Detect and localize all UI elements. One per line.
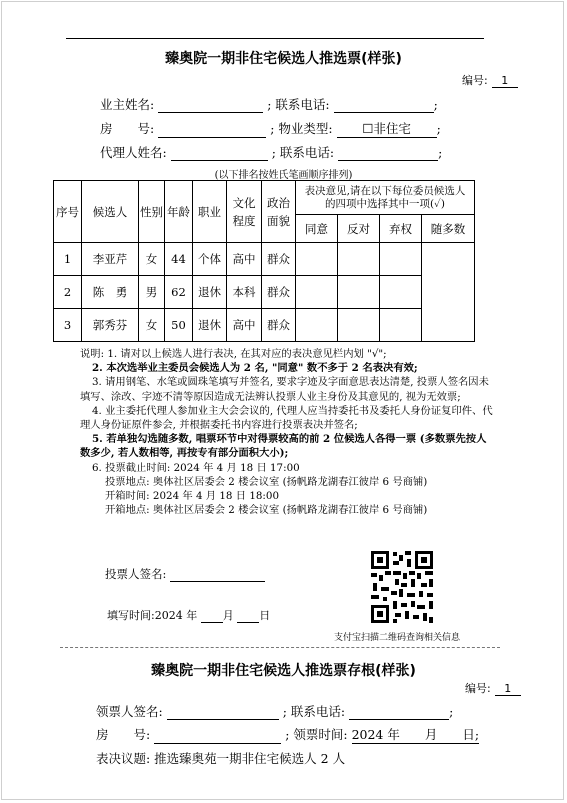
room-field[interactable] [158,124,266,138]
room-row [100,119,441,138]
row-political: 群众 [262,276,296,309]
header-seq: 序号 [54,181,82,243]
stub-room-label: 房 号: [96,727,151,742]
vote-abstain-cell[interactable] [380,276,422,309]
note-5: 5. 若单独勾选随多数, 唱票环节中对得票较高的前 2 位候选人各得一票 (多数票先按人数多少, 若人数相等, 再按专有部分面积大小); [80,433,487,460]
header-gender: 性别 [139,181,165,243]
vote-oppose-cell[interactable] [338,309,380,342]
ballot-number-label: 编号: [462,74,488,87]
note-1: 说明: 1. 请对以上候选人进行表决, 在其对应的表决意见栏内划 "√"; [80,348,387,360]
stub-number [465,680,521,696]
vote-topic: 表决议题: 推选臻奥苑一期非住宅候选人 2 人 [96,751,346,766]
row-age: 44 [165,243,193,276]
row-education: 本科 [227,276,262,309]
receive-time-value[interactable]: 2024 年 月 日; [351,727,480,742]
proxy-phone-field[interactable] [338,147,438,161]
row-job: 个体 [193,243,227,276]
row-age: 62 [165,276,193,309]
row-education: 高中 [227,309,262,342]
table-row [54,276,475,309]
stub-room-row [96,725,479,744]
stub-room-field[interactable] [154,730,281,744]
fill-time-label: 填写时间:2024 年 [107,609,198,622]
stub-title: 臻奥院一期非住宅候选人推选票存根(样张) [151,663,416,679]
vote-agree-cell[interactable] [296,243,338,276]
contact-phone-label: ; 联系电话: [267,97,330,112]
voter-sign-row [105,566,265,582]
vote-agree-cell[interactable] [296,276,338,309]
property-type-label: ; 物业类型: [270,121,333,136]
header-age: 年龄 [165,181,193,243]
header-vote-group: 表决意见,请在以下每位委员候选人的四项中选择其中一项(✓) [296,181,475,215]
voter-sign-label: 投票人签名: [105,567,167,581]
stub-contact-phone-field[interactable] [349,706,449,720]
note-6: 6. 投票截止时间: 2024 年 4 月 18 日 17:00 [92,461,300,474]
proxy-name-label: 代理人姓名: [100,145,167,160]
header-job: 职业 [193,181,227,243]
semicolon: ; [438,145,443,160]
header-agree: 同意 [296,215,338,243]
open-place: 开箱地点: 奥体社区居委会 2 楼会议室 (扬帆路龙湖春江彼岸 6 号商铺) [105,504,428,517]
stub-number-value: 1 [495,682,521,696]
vote-abstain-cell[interactable] [380,243,422,276]
receiver-sign-field[interactable] [167,706,279,720]
row-education: 高中 [227,243,262,276]
row-gender: 女 [139,243,165,276]
header-follow-majority: 随多数 [422,215,475,243]
header-education: 文化程度 [227,181,262,243]
fill-day-label: 日 [259,609,271,622]
receiver-row [96,702,453,720]
row-name: 陈 勇 [82,276,139,309]
fill-time-row [107,607,270,623]
vote-abstain-cell[interactable] [380,309,422,342]
tear-line [60,647,500,648]
contact-phone-field[interactable] [334,99,434,113]
semicolon: ; [436,121,441,136]
note-4: 4. 业主委托代理人参加业主大会会议的, 代理人应当持委托书及委托人身份证复印件、代理人身份证原件参会, 并根据委托书内容进行投票表决并签名; [80,404,493,432]
vote-place: 投票地点: 奥体社区居委会 2 楼会议室 (扬帆路龙湖春江彼岸 6 号商铺) [105,475,428,488]
table-row [54,309,475,342]
table-row [54,243,475,276]
header-political: 政治面貌 [262,181,296,243]
ballot-number-value: 1 [492,74,518,88]
proxy-name-field[interactable] [171,147,268,161]
row-job: 退休 [193,309,227,342]
owner-name-label: 业主姓名: [100,97,155,112]
semicolon: ; [449,704,454,719]
ballot-number [462,72,518,88]
top-rule [66,38,484,39]
header-candidate: 候选人 [82,181,139,243]
header-oppose: 反对 [338,215,380,243]
row-political: 群众 [262,309,296,342]
fill-day-field[interactable] [237,609,259,623]
qr-code-icon [369,549,435,625]
receive-time-label: ; 领票时间: [285,727,348,742]
ballot-title: 臻奥院一期非住宅候选人推选票(样张) [165,51,402,67]
header-abstain: 弃权 [380,215,422,243]
row-political: 群众 [262,243,296,276]
property-type-checkbox[interactable]: ☐非住宅 [337,119,437,138]
ballot-notes [80,347,495,517]
row-gender: 女 [139,309,165,342]
owner-name-field[interactable] [158,99,263,113]
row-seq: 2 [54,276,82,309]
order-hint: (以下排名按姓氏笔画顺序排列) [214,170,353,181]
row-name: 郭秀芬 [82,309,139,342]
note-3: 3. 请用钢笔、水笔或圆珠笔填写并签名, 要求字迹及字面意思表达清楚, 投票人签名因未填写、涂改、字迹不清等原因造成无法辨认投票人业主身份及其意见的, 视为无效票; [80,376,489,403]
candidate-table [53,180,475,342]
vote-oppose-cell[interactable] [338,276,380,309]
open-time: 开箱时间: 2024 年 4 月 18 日 18:00 [105,490,279,503]
fill-month-label: 月 [222,609,234,622]
vote-agree-cell[interactable] [296,309,338,342]
vote-oppose-cell[interactable] [338,243,380,276]
vote-follow-majority-cell[interactable] [422,243,475,342]
room-label: 房 号: [100,121,155,136]
voter-sign-field[interactable] [170,568,265,582]
row-gender: 男 [139,276,165,309]
proxy-phone-label: ; 联系电话: [271,145,335,160]
fill-month-field[interactable] [201,609,223,623]
stub-number-label: 编号: [465,682,491,695]
qr-caption: 支付宝扫描二维码查询相关信息 [334,633,461,643]
row-seq: 3 [54,309,82,342]
semicolon: ; [433,97,438,112]
stub-contact-phone-label: ; 联系电话: [282,704,346,719]
proxy-row [100,143,442,161]
receiver-sign-label: 领票人签名: [96,704,163,719]
row-seq: 1 [54,243,82,276]
row-age: 50 [165,309,193,342]
row-job: 退休 [193,276,227,309]
row-name: 李亚芹 [82,243,139,276]
owner-row [100,95,438,113]
note-2: 2. 本次选举业主委员会候选人为 2 名, "同意" 数不多于 2 名表决有效; [92,362,418,375]
